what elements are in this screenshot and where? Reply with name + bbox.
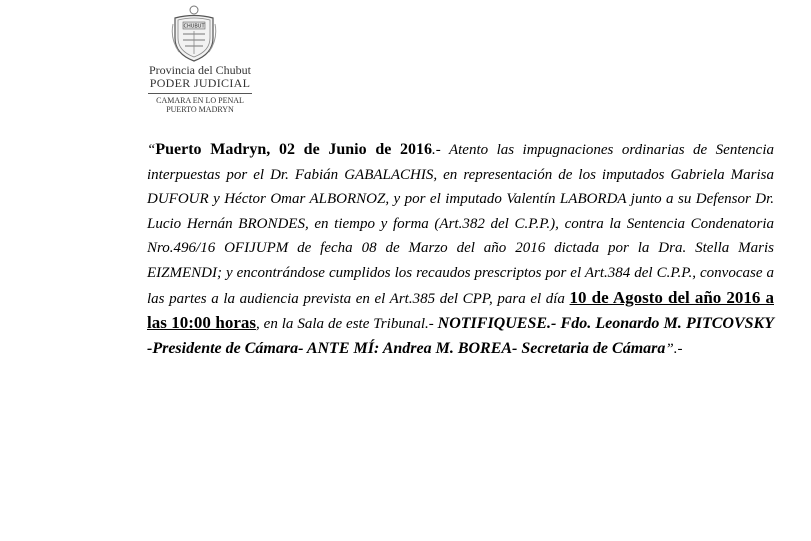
provincial-seal-icon xyxy=(171,4,217,64)
seal-text: CHUBUT xyxy=(183,23,205,30)
resolution-body: .- Atento las impugnaciones ordinarias de Sentencia interpuestas por el Dr. Fabián GABALACHIS, en representación de los imputados Gabriela Marisa DUFOUR y Héctor Omar ALBORNOZ, y por el imputado Valentín LABORDA junto a su Defensor Dr. Lucio Hernán BRONDES, en tiempo y forma (Art.382 del C.P.P.), contra la Sentencia Condenatoria Nro.496/16 OFIJUPM de fecha 08 de Marzo del año 2016 dictada por la Dra. Stella Maris EIZMENDI; y encontrándose cumplidos los recaudos prescriptos por el Art.384 del C.P.P., convocase a las partes a la audiencia prevista en el Art.385 del CPP, para el día xyxy=(147,142,774,307)
resolution-text xyxy=(147,138,774,361)
open-quote: “ xyxy=(147,142,156,158)
chamber-name: CAMARA EN LO PENAL xyxy=(156,96,244,105)
judicial-power: PODER JUDICIAL xyxy=(149,76,251,90)
hearing-location: , en la Sala de este Tribunal.- xyxy=(255,316,434,333)
city-name: PUERTO MADRYN xyxy=(166,105,234,114)
institution-header xyxy=(120,64,280,114)
hearing-date: 10 de Agosto del año 2016 a las 10:00 horas xyxy=(147,287,774,333)
place-and-date: Puerto Madryn, 02 de Junio de 2016 xyxy=(155,141,433,158)
notification-signature: NOTIFIQUESE.- Fdo. Leonardo M. PITCOVSKY -Presidente de Cámara- ANTE MÍ: Andrea M. BOREA- Secretaria de Cámara xyxy=(147,315,774,357)
closing-quote: ”.- xyxy=(665,340,683,357)
header-divider xyxy=(148,93,252,94)
province-name: Provincia del Chubut xyxy=(149,63,251,77)
